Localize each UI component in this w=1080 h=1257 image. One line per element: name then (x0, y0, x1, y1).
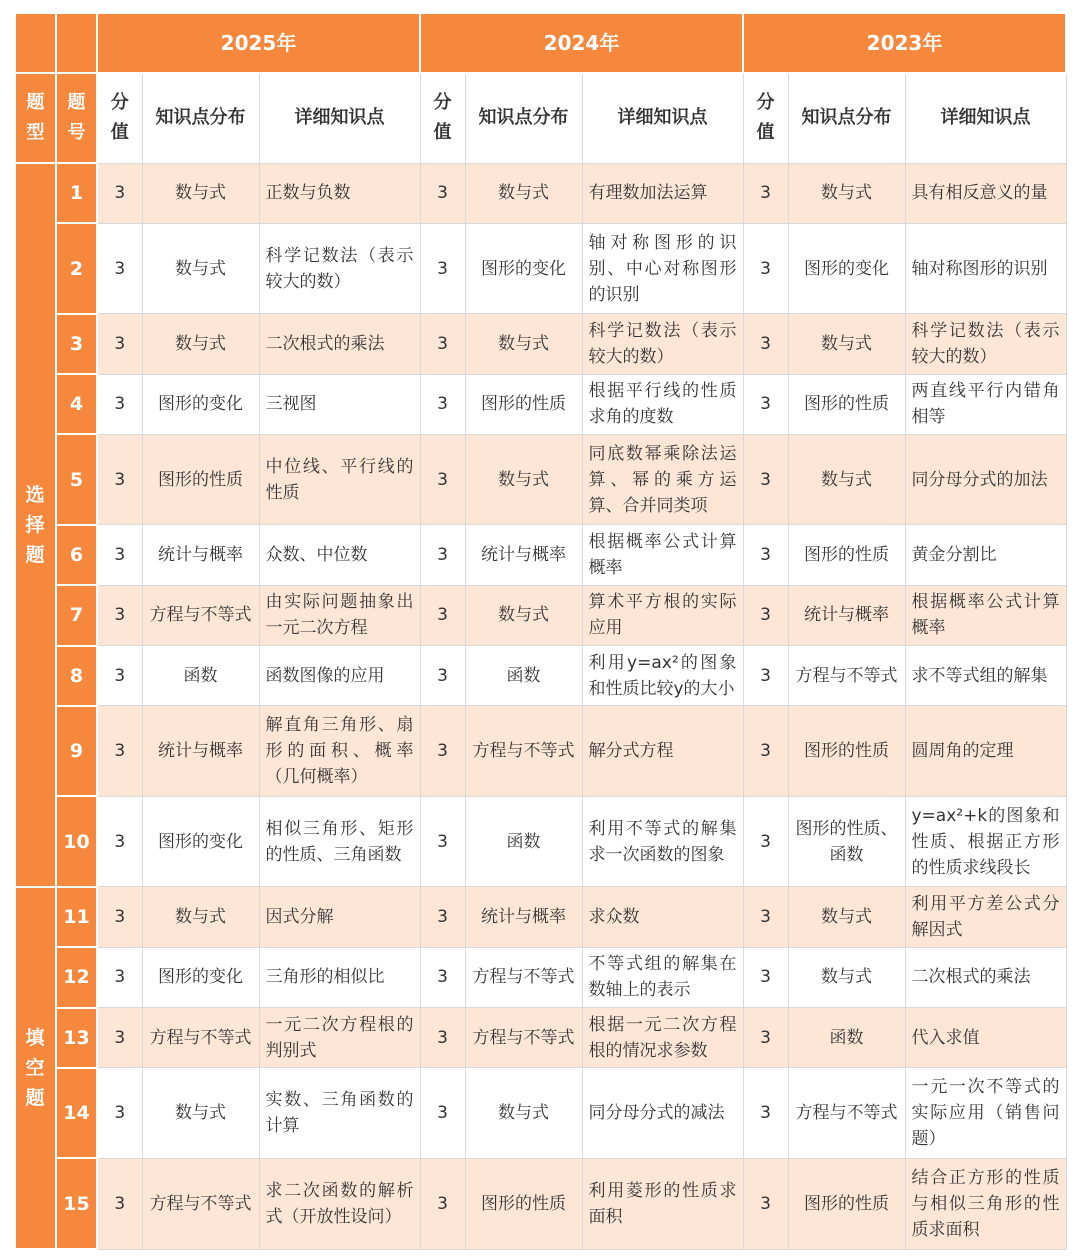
exam-analysis-table (14, 12, 1067, 1250)
knowledge-area-cell: 方程与不等式 (788, 646, 905, 706)
knowledge-area-cell: 图形的变化 (142, 796, 259, 887)
knowledge-area-cell: 数与式 (142, 1068, 259, 1159)
score-cell: 3 (97, 163, 142, 223)
knowledge-area-cell: 函数 (465, 646, 582, 706)
knowledge-area-cell: 函数 (465, 796, 582, 887)
detail-knowledge-cell: 二次根式的乘法 (905, 947, 1066, 1007)
detail-knowledge-cell: 函数图像的应用 (259, 646, 420, 706)
score-cell: 3 (420, 585, 465, 645)
knowledge-area-cell: 方程与不等式 (788, 1068, 905, 1159)
score-cell: 3 (743, 585, 788, 645)
knowledge-area-cell: 图形的性质 (788, 1158, 905, 1249)
score-cell: 3 (743, 887, 788, 947)
score-cell: 3 (420, 947, 465, 1007)
score-cell: 3 (743, 947, 788, 1007)
knowledge-area-cell: 数与式 (142, 223, 259, 314)
table-row (15, 706, 1066, 797)
score-cell: 3 (420, 796, 465, 887)
detail-column-header: 详细知识点 (582, 73, 743, 163)
knowledge-area-cell: 图形的变化 (142, 374, 259, 434)
score-cell: 3 (97, 1008, 142, 1068)
score-cell: 3 (743, 1068, 788, 1159)
score-cell: 3 (743, 374, 788, 434)
score-cell: 3 (743, 163, 788, 223)
detail-knowledge-cell: 求众数 (582, 887, 743, 947)
knowledge-area-cell: 统计与概率 (142, 525, 259, 585)
question-number: 1 (56, 163, 97, 223)
knowledge-area-cell: 图形的性质、函数 (788, 796, 905, 887)
detail-knowledge-cell: 因式分解 (259, 887, 420, 947)
question-type-cell: 选择题 (15, 163, 56, 887)
score-cell: 3 (743, 223, 788, 314)
knowledge-column-header: 知识点分布 (142, 73, 259, 163)
knowledge-area-cell: 数与式 (465, 314, 582, 374)
detail-knowledge-cell: 两直线平行内错角相等 (905, 374, 1066, 434)
corner-cell (15, 13, 56, 73)
table-row (15, 163, 1066, 223)
detail-knowledge-cell: 利用平方差公式分解因式 (905, 887, 1066, 947)
question-number: 7 (56, 585, 97, 645)
question-number: 2 (56, 223, 97, 314)
table-row (15, 223, 1066, 314)
score-cell: 3 (420, 706, 465, 797)
knowledge-area-cell: 方程与不等式 (465, 706, 582, 797)
score-cell: 3 (743, 1158, 788, 1249)
question-number: 10 (56, 796, 97, 887)
detail-knowledge-cell: 轴对称图形的识别、中心对称图形的识别 (582, 223, 743, 314)
detail-knowledge-cell: 三角形的相似比 (259, 947, 420, 1007)
detail-knowledge-cell: 圆周角的定理 (905, 706, 1066, 797)
detail-knowledge-cell: 求二次函数的解析式（开放性设问） (259, 1158, 420, 1249)
table-row (15, 434, 1066, 525)
detail-knowledge-cell: 二次根式的乘法 (259, 314, 420, 374)
question-number: 8 (56, 646, 97, 706)
knowledge-area-cell: 函数 (788, 1008, 905, 1068)
score-cell: 3 (97, 887, 142, 947)
detail-knowledge-cell: 由实际问题抽象出一元二次方程 (259, 585, 420, 645)
detail-knowledge-cell: 求不等式组的解集 (905, 646, 1066, 706)
score-cell: 3 (97, 374, 142, 434)
knowledge-area-cell: 图形的性质 (142, 434, 259, 525)
detail-knowledge-cell: 三视图 (259, 374, 420, 434)
table-body (15, 163, 1066, 1249)
detail-knowledge-cell: 正数与负数 (259, 163, 420, 223)
score-column-header: 分值 (743, 73, 788, 163)
year-2023-header: 2023年 (743, 13, 1066, 73)
knowledge-area-cell: 图形的变化 (465, 223, 582, 314)
score-cell: 3 (743, 434, 788, 525)
score-cell: 3 (743, 525, 788, 585)
score-cell: 3 (97, 1158, 142, 1249)
knowledge-area-cell: 图形的变化 (142, 947, 259, 1007)
knowledge-area-cell: 数与式 (142, 887, 259, 947)
score-cell: 3 (97, 706, 142, 797)
detail-knowledge-cell: 科学记数法（表示较大的数） (905, 314, 1066, 374)
detail-knowledge-cell: 相似三角形、矩形的性质、三角函数 (259, 796, 420, 887)
score-cell: 3 (420, 1068, 465, 1159)
question-type-cell: 填空题 (15, 887, 56, 1249)
score-cell: 3 (97, 585, 142, 645)
detail-knowledge-cell: 一元一次不等式的实际应用（销售问题） (905, 1068, 1066, 1159)
column-header-row (15, 73, 1066, 163)
knowledge-area-cell: 函数 (142, 646, 259, 706)
question-number: 4 (56, 374, 97, 434)
knowledge-area-cell: 统计与概率 (465, 525, 582, 585)
score-cell: 3 (420, 525, 465, 585)
knowledge-column-header: 知识点分布 (788, 73, 905, 163)
question-number: 5 (56, 434, 97, 525)
score-cell: 3 (420, 1158, 465, 1249)
question-number: 6 (56, 525, 97, 585)
knowledge-area-cell: 数与式 (465, 434, 582, 525)
question-number: 15 (56, 1158, 97, 1249)
table-row (15, 887, 1066, 947)
score-cell: 3 (420, 374, 465, 434)
score-cell: 3 (97, 434, 142, 525)
detail-knowledge-cell: 根据平行线的性质求角的度数 (582, 374, 743, 434)
score-column-header: 分值 (97, 73, 142, 163)
detail-knowledge-cell: 解分式方程 (582, 706, 743, 797)
table-row (15, 525, 1066, 585)
table-row (15, 646, 1066, 706)
detail-column-header: 详细知识点 (259, 73, 420, 163)
detail-knowledge-cell: 中位线、平行线的性质 (259, 434, 420, 525)
table-row (15, 314, 1066, 374)
detail-column-header: 详细知识点 (905, 73, 1066, 163)
knowledge-area-cell: 方程与不等式 (142, 585, 259, 645)
score-cell: 3 (743, 314, 788, 374)
knowledge-area-cell: 图形的性质 (788, 706, 905, 797)
question-number: 9 (56, 706, 97, 797)
detail-knowledge-cell: 同底数幂乘除法运算、幂的乘方运算、合并同类项 (582, 434, 743, 525)
score-cell: 3 (97, 796, 142, 887)
knowledge-area-cell: 数与式 (788, 314, 905, 374)
year-header-row (15, 13, 1066, 73)
knowledge-area-cell: 方程与不等式 (465, 947, 582, 1007)
table-row (15, 1158, 1066, 1249)
score-column-header: 分值 (420, 73, 465, 163)
detail-knowledge-cell: 黄金分割比 (905, 525, 1066, 585)
knowledge-area-cell: 图形的性质 (788, 374, 905, 434)
knowledge-area-cell: 图形的性质 (788, 525, 905, 585)
detail-knowledge-cell: 结合正方形的性质与相似三角形的性质求面积 (905, 1158, 1066, 1249)
detail-knowledge-cell: 根据一元二次方程根的情况求参数 (582, 1008, 743, 1068)
knowledge-area-cell: 方程与不等式 (142, 1158, 259, 1249)
question-number: 3 (56, 314, 97, 374)
detail-knowledge-cell: 实数、三角函数的计算 (259, 1068, 420, 1159)
score-cell: 3 (420, 646, 465, 706)
detail-knowledge-cell: 根据概率公式计算概率 (905, 585, 1066, 645)
detail-knowledge-cell: 同分母分式的减法 (582, 1068, 743, 1159)
score-cell: 3 (743, 706, 788, 797)
year-2025-header: 2025年 (97, 13, 420, 73)
knowledge-area-cell: 数与式 (788, 163, 905, 223)
detail-knowledge-cell: 利用不等式的解集求一次函数的图象 (582, 796, 743, 887)
table-row (15, 796, 1066, 887)
detail-knowledge-cell: y=ax²+k的图象和性质、根据正方形的性质求线段长 (905, 796, 1066, 887)
score-cell: 3 (743, 646, 788, 706)
knowledge-area-cell: 数与式 (465, 1068, 582, 1159)
detail-knowledge-cell: 不等式组的解集在数轴上的表示 (582, 947, 743, 1007)
detail-knowledge-cell: 轴对称图形的识别 (905, 223, 1066, 314)
knowledge-column-header: 知识点分布 (465, 73, 582, 163)
score-cell: 3 (743, 1008, 788, 1068)
detail-knowledge-cell: 一元二次方程根的判别式 (259, 1008, 420, 1068)
knowledge-area-cell: 数与式 (142, 314, 259, 374)
table-row (15, 1008, 1066, 1068)
table-row (15, 1068, 1066, 1159)
score-cell: 3 (97, 646, 142, 706)
score-cell: 3 (743, 796, 788, 887)
table-row (15, 374, 1066, 434)
score-cell: 3 (420, 1008, 465, 1068)
score-cell: 3 (97, 223, 142, 314)
score-cell: 3 (97, 1068, 142, 1159)
score-cell: 3 (97, 525, 142, 585)
detail-knowledge-cell: 有理数加法运算 (582, 163, 743, 223)
knowledge-area-cell: 数与式 (788, 947, 905, 1007)
detail-knowledge-cell: 科学记数法（表示较大的数） (582, 314, 743, 374)
type-column-header: 题型 (15, 73, 56, 163)
detail-knowledge-cell: 众数、中位数 (259, 525, 420, 585)
knowledge-area-cell: 统计与概率 (788, 585, 905, 645)
score-cell: 3 (97, 947, 142, 1007)
knowledge-area-cell: 数与式 (465, 163, 582, 223)
knowledge-area-cell: 数与式 (788, 887, 905, 947)
knowledge-area-cell: 数与式 (788, 434, 905, 525)
corner-cell (56, 13, 97, 73)
question-number: 14 (56, 1068, 97, 1159)
knowledge-area-cell: 统计与概率 (142, 706, 259, 797)
score-cell: 3 (420, 163, 465, 223)
number-column-header: 题号 (56, 73, 97, 163)
detail-knowledge-cell: 代入求值 (905, 1008, 1066, 1068)
detail-knowledge-cell: 算术平方根的实际应用 (582, 585, 743, 645)
knowledge-area-cell: 图形的性质 (465, 374, 582, 434)
knowledge-area-cell: 图形的性质 (465, 1158, 582, 1249)
score-cell: 3 (420, 314, 465, 374)
table-row (15, 585, 1066, 645)
detail-knowledge-cell: 解直角三角形、扇形的面积、概率（几何概率） (259, 706, 420, 797)
detail-knowledge-cell: 根据概率公式计算概率 (582, 525, 743, 585)
detail-knowledge-cell: 同分母分式的加法 (905, 434, 1066, 525)
knowledge-area-cell: 数与式 (465, 585, 582, 645)
question-number: 12 (56, 947, 97, 1007)
knowledge-area-cell: 方程与不等式 (142, 1008, 259, 1068)
question-number: 13 (56, 1008, 97, 1068)
year-2024-header: 2024年 (420, 13, 743, 73)
score-cell: 3 (420, 434, 465, 525)
knowledge-area-cell: 数与式 (142, 163, 259, 223)
detail-knowledge-cell: 科学记数法（表示较大的数） (259, 223, 420, 314)
table-row (15, 947, 1066, 1007)
knowledge-area-cell: 图形的变化 (788, 223, 905, 314)
score-cell: 3 (420, 887, 465, 947)
detail-knowledge-cell: 利用y=ax²的图象和性质比较y的大小 (582, 646, 743, 706)
score-cell: 3 (97, 314, 142, 374)
detail-knowledge-cell: 利用菱形的性质求面积 (582, 1158, 743, 1249)
knowledge-area-cell: 统计与概率 (465, 887, 582, 947)
knowledge-area-cell: 方程与不等式 (465, 1008, 582, 1068)
question-number: 11 (56, 887, 97, 947)
detail-knowledge-cell: 具有相反意义的量 (905, 163, 1066, 223)
score-cell: 3 (420, 223, 465, 314)
